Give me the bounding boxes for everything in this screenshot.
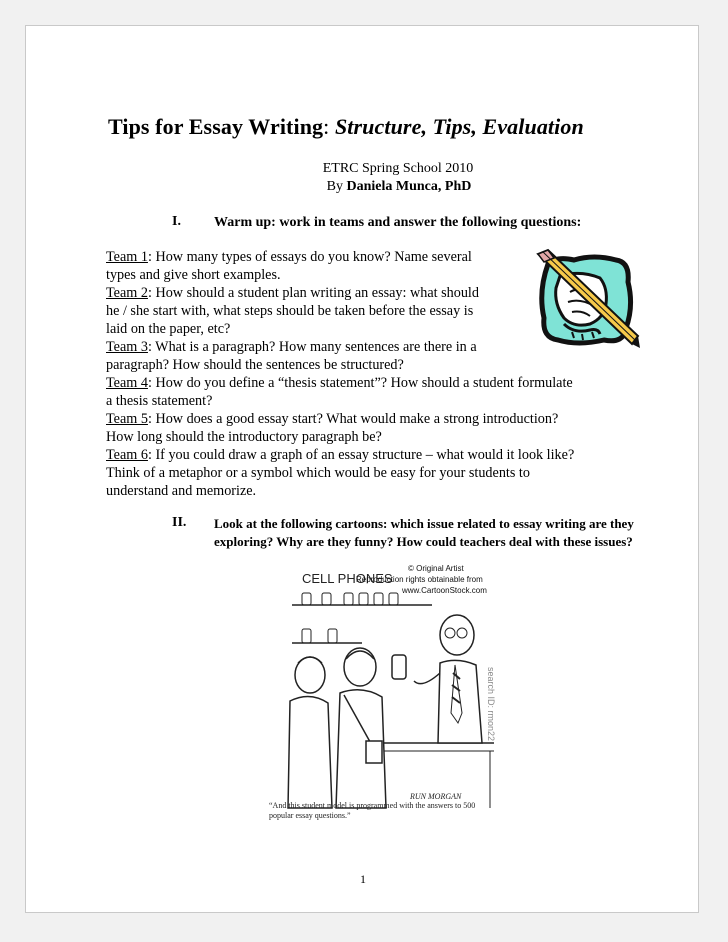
team-label: Team 4 — [106, 375, 148, 391]
author-line — [26, 179, 700, 195]
team-text: : How does a good essay start? What would make a strong introduction? — [147, 411, 559, 427]
team-label: Team 5 — [106, 411, 148, 427]
title-colon: : — [323, 114, 330, 139]
team-line: a thesis statement? — [106, 393, 213, 409]
title-main: Tips for Essay Writing — [108, 114, 324, 139]
team-line — [106, 446, 646, 464]
section-2-number: II. — [172, 515, 187, 530]
team-line: he / she start with, what steps should be taken before the essay is — [106, 303, 474, 319]
document-title — [108, 114, 584, 140]
cartoon-sign: CELL PHONES — [302, 571, 393, 586]
team-line: types and give short examples. — [106, 267, 281, 283]
team-line — [106, 410, 646, 428]
cartoon-copyright-3: www.CartoonStock.com — [402, 586, 487, 595]
cartoon-copyright-2: Reproduction rights obtainable from — [356, 575, 483, 584]
cartoon-search-id: search ID: rmon22 — [486, 667, 496, 742]
section-2-heading: Look at the following cartoons: which issue related to essay writing are they exploring? Why are they funny? How could teachers deal with these issues? — [214, 516, 634, 549]
team-text: : If you could draw a graph of an essay structure – what would it look like? — [147, 447, 575, 463]
author-name: Daniela Munca, PhD — [346, 179, 472, 194]
team-line: How long should the introductory paragraph be? — [106, 429, 382, 445]
author-prefix: By — [326, 179, 343, 194]
team-line: paragraph? How should the sentences be structured? — [106, 357, 404, 373]
team-text: : How many types of essays do you know? Name several — [147, 249, 472, 265]
team-text: : What is a paragraph? How many sentences are there in a — [147, 339, 477, 355]
team-item — [106, 410, 646, 446]
page-number: 1 — [360, 872, 366, 886]
team-label: Team 2 — [106, 285, 148, 301]
section-1-heading: Warm up: work in teams and answer the following questions: — [214, 215, 582, 230]
team-text: : How should a student plan writing an essay: what should — [147, 285, 479, 301]
section-1-number: I. — [172, 214, 181, 229]
cartoon-signature: RUN MORGAN — [410, 792, 462, 801]
team-line: understand and memorize. — [106, 483, 257, 499]
team-line: Think of a metaphor or a symbol which would be easy for your students to — [106, 465, 530, 481]
team-line: laid on the paper, etc? — [106, 321, 231, 337]
document-page — [25, 25, 699, 913]
cartoon-copyright-1: © Original Artist — [408, 564, 464, 573]
cell-phone-store-cartoon — [262, 563, 502, 828]
cartoon-caption: “And this student model is programmed with the answers to 500 popular essay questions.” — [269, 801, 476, 820]
team-item — [106, 374, 646, 410]
team-text: : How do you define a “thesis statement”? How should a student formulate — [147, 375, 573, 391]
team-label: Team 3 — [106, 339, 148, 355]
team-label: Team 1 — [106, 249, 148, 265]
school-line: ETRC Spring School 2010 — [322, 161, 474, 176]
team-label: Team 6 — [106, 447, 148, 463]
writing-hand-clipart — [534, 248, 640, 350]
team-line — [106, 374, 646, 392]
team-item — [106, 446, 646, 500]
title-subtitle: Structure, Tips, Evaluation — [334, 114, 584, 139]
